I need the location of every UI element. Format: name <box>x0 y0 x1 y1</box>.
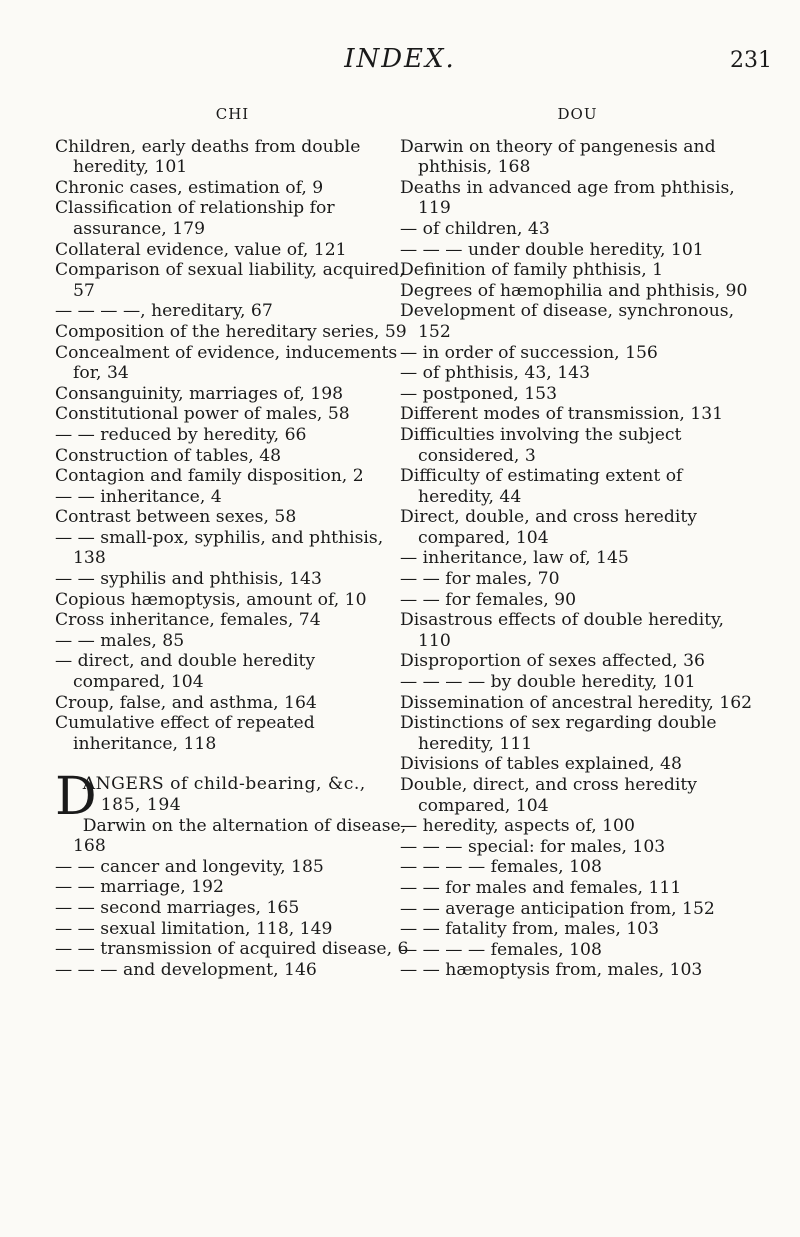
index-entry: Cumulative effect of repeated inheritance, 118 <box>55 713 315 754</box>
index-entry: Double, direct, and cross heredity compared, 104 <box>400 775 697 816</box>
section-d-first-text: ANGERS of child-bearing, &c., 185, 194 <box>82 774 366 815</box>
index-entry: — — for males, 70 <box>400 569 560 590</box>
index-entry: — — — — females, 108 <box>400 939 602 960</box>
index-entry: Divisions of tables explained, 48 <box>400 754 682 775</box>
index-entry: Composition of the hereditary series, 59 <box>55 321 407 342</box>
index-entry: Cross inheritance, females, 74 <box>55 610 321 631</box>
index-entry: — — transmission of acquired disease, 6 <box>55 939 409 960</box>
index-entry: — — cancer and longevity, 185 <box>55 856 324 877</box>
index-entry: — — hæmoptysis from, males, 103 <box>400 960 703 981</box>
index-entry: — inheritance, law of, 145 <box>400 548 629 569</box>
index-entry: Consanguinity, marriages of, 198 <box>55 383 344 404</box>
index-entry: — of children, 43 <box>400 218 550 239</box>
index-entry: Darwin on theory of pangenesis and phthisis, 168 <box>400 136 716 178</box>
right-guide-word: DOU <box>557 105 598 123</box>
dropcap-d: D <box>55 767 97 828</box>
left-guide-word: CHI <box>215 105 250 123</box>
index-entry: — — — and development, 146 <box>55 959 317 980</box>
index-entry: — — for females, 90 <box>400 589 577 610</box>
index-entry: — — small-pox, syphilis, and phthisis, 138 <box>55 527 384 569</box>
index-entry: — in order of succession, 156 <box>400 342 658 363</box>
index-entry: Direct, double, and cross heredity compared, 104 <box>400 507 697 548</box>
index-entry: — — reduced by heredity, 66 <box>55 424 307 445</box>
left-entries <box>55 137 410 755</box>
index-entry: Degrees of hæmophilia and phthisis, 90 <box>400 280 748 301</box>
index-entry: Darwin on the alternation of disease, 168 <box>73 815 407 857</box>
index-entry: Development of disease, synchronous, 152 <box>400 301 735 342</box>
index-entry: Chronic cases, estimation of, 9 <box>55 177 324 198</box>
index-entry: — — sexual limitation, 118, 149 <box>55 918 333 939</box>
index-entry: Comparison of sexual liability, acquired, 57 <box>55 260 405 301</box>
index-entry: Constitutional power of males, 58 <box>55 404 350 425</box>
index-entry: Dissemination of ancestral heredity, 162 <box>400 692 753 713</box>
left-column <box>55 104 410 980</box>
index-entry: Contrast between sexes, 58 <box>55 507 297 528</box>
index-entry: Croup, false, and asthma, 164 <box>55 692 317 713</box>
right-column <box>400 104 755 981</box>
page-header <box>0 44 800 84</box>
index-entry: Different modes of transmission, 131 <box>400 404 724 425</box>
page-number: 231 <box>730 48 772 73</box>
index-entry: Definition of family phthisis, 1 <box>400 260 664 281</box>
index-entry: — — marriage, 192 <box>55 877 224 898</box>
index-entry: — direct, and double heredity compared, 104 <box>55 651 316 693</box>
right-entries <box>400 137 755 981</box>
index-entry: Contagion and family disposition, 2 <box>55 466 364 487</box>
index-entry: Difficulties involving the subject considered, 3 <box>400 424 682 466</box>
index-entry: — postponed, 153 <box>400 383 558 404</box>
index-entry: — — — —, hereditary, 67 <box>55 301 273 322</box>
index-entry: Concealment of evidence, inducements for, 34 <box>55 342 398 384</box>
left-d-entries <box>55 816 410 981</box>
index-entry: Deaths in advanced age from phthisis, 119 <box>400 177 735 219</box>
index-entry: Collateral evidence, value of, 121 <box>55 239 347 260</box>
index-entry: Copious hæmoptysis, amount of, 10 <box>55 589 367 610</box>
index-entry: Distinctions of sex regarding double heredity, 111 <box>400 713 717 754</box>
index-entry: Difficulty of estimating extent of heredity, 44 <box>400 466 683 507</box>
index-entry: — heredity, aspects of, 100 <box>400 816 635 837</box>
index-entry: — — fatality from, males, 103 <box>400 919 660 940</box>
index-entry: Children, early deaths from double heredity, 101 <box>55 136 361 178</box>
index-entry: — — — — by double heredity, 101 <box>400 672 696 693</box>
index-entry: — — — under double heredity, 101 <box>400 239 704 260</box>
index-entry: — — — special: for males, 103 <box>400 836 666 857</box>
index-entry: — — average anticipation from, 152 <box>400 898 715 919</box>
index-entry: — — inheritance, 4 <box>55 486 222 507</box>
index-entry: — of phthisis, 43, 143 <box>400 363 591 384</box>
index-entry: — — — — females, 108 <box>400 857 602 878</box>
index-entry: Disproportion of sexes affected, 36 <box>400 651 705 672</box>
index-entry: Classification of relationship for assurance, 179 <box>55 198 335 239</box>
index-entry: — — syphilis and phthisis, 143 <box>55 569 322 590</box>
index-entry: — — males, 85 <box>55 630 185 651</box>
index-entry: — — second marriages, 165 <box>55 897 300 918</box>
index-entry: — — for males and females, 111 <box>400 877 682 898</box>
section-d-first-entry <box>55 767 410 828</box>
index-entry: Construction of tables, 48 <box>55 445 282 466</box>
index-entry: Disastrous effects of double heredity, 110 <box>400 610 725 651</box>
index-title: INDEX. <box>344 44 456 74</box>
